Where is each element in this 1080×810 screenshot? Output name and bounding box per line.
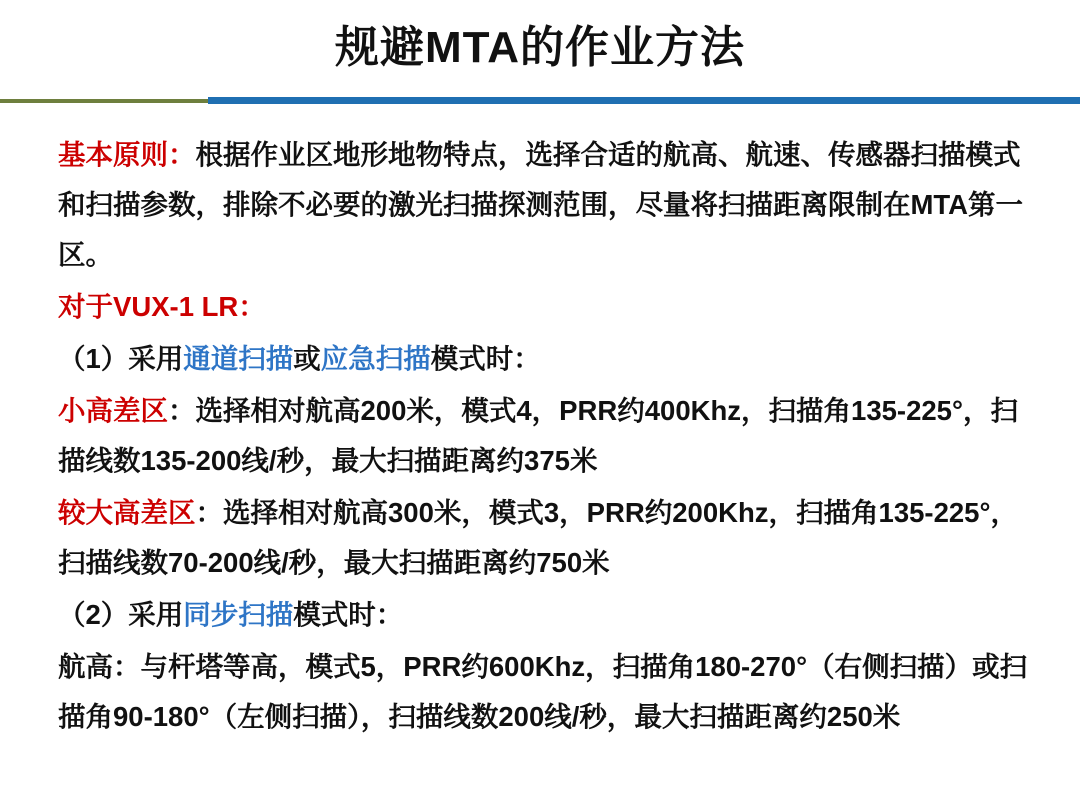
item1-line <box>58 334 1028 384</box>
small-relief-paragraph <box>58 386 1028 486</box>
large-relief-text: ：选择相对航高300米，模式3，PRR约200Khz，扫描角135-225°，扫描线数70-200线/秒，最大扫描距离约750米 <box>58 497 1018 578</box>
large-relief-label: 较大高差区 <box>58 497 196 528</box>
title-divider <box>0 96 1080 106</box>
large-relief-paragraph <box>58 488 1028 588</box>
item1-mode-channel-scan: 通道扫描 <box>183 343 294 374</box>
divider-right-segment <box>208 97 1080 104</box>
sync-paragraph <box>58 642 1028 742</box>
item2-suffix: 模式时： <box>293 599 404 630</box>
item2-mode-sync-scan: 同步扫描 <box>183 599 294 630</box>
item1-suffix: 模式时： <box>430 343 541 374</box>
item2-prefix: （2）采用 <box>58 599 184 630</box>
device-label: 对于VUX-1 LR： <box>58 291 266 322</box>
divider-left-segment <box>0 99 208 103</box>
small-relief-text: ：选择相对航高200米，模式4，PRR约400Khz，扫描角135-225°，扫描线数135-200线/秒，最大扫描距离约375米 <box>58 395 1018 476</box>
item1-mode-emergency-scan: 应急扫描 <box>320 343 431 374</box>
sync-text: 航高：与杆塔等高，模式5，PRR约600Khz，扫描角180-270°（右侧扫描）或扫描角90-180°（左侧扫描），扫描线数200线/秒，最大扫描距离约250米 <box>58 651 1028 732</box>
principle-paragraph <box>58 130 1028 280</box>
principle-label: 基本原则： <box>58 139 196 170</box>
slide-title-area <box>0 0 1080 96</box>
slide-body <box>0 106 1080 742</box>
principle-text: 根据作业区地形地物特点，选择合适的航高、航速、传感器扫描模式和扫描参数，排除不必要的激光扫描探测范围，尽量将扫描距离限制在MTA第一区。 <box>58 139 1024 270</box>
device-label-line <box>58 282 1028 332</box>
item1-prefix: （1）采用 <box>58 343 184 374</box>
item2-line <box>58 590 1028 640</box>
page-title: 规避MTA的作业方法 <box>334 23 746 72</box>
item1-or: 或 <box>293 343 321 374</box>
small-relief-label: 小高差区 <box>58 395 168 426</box>
